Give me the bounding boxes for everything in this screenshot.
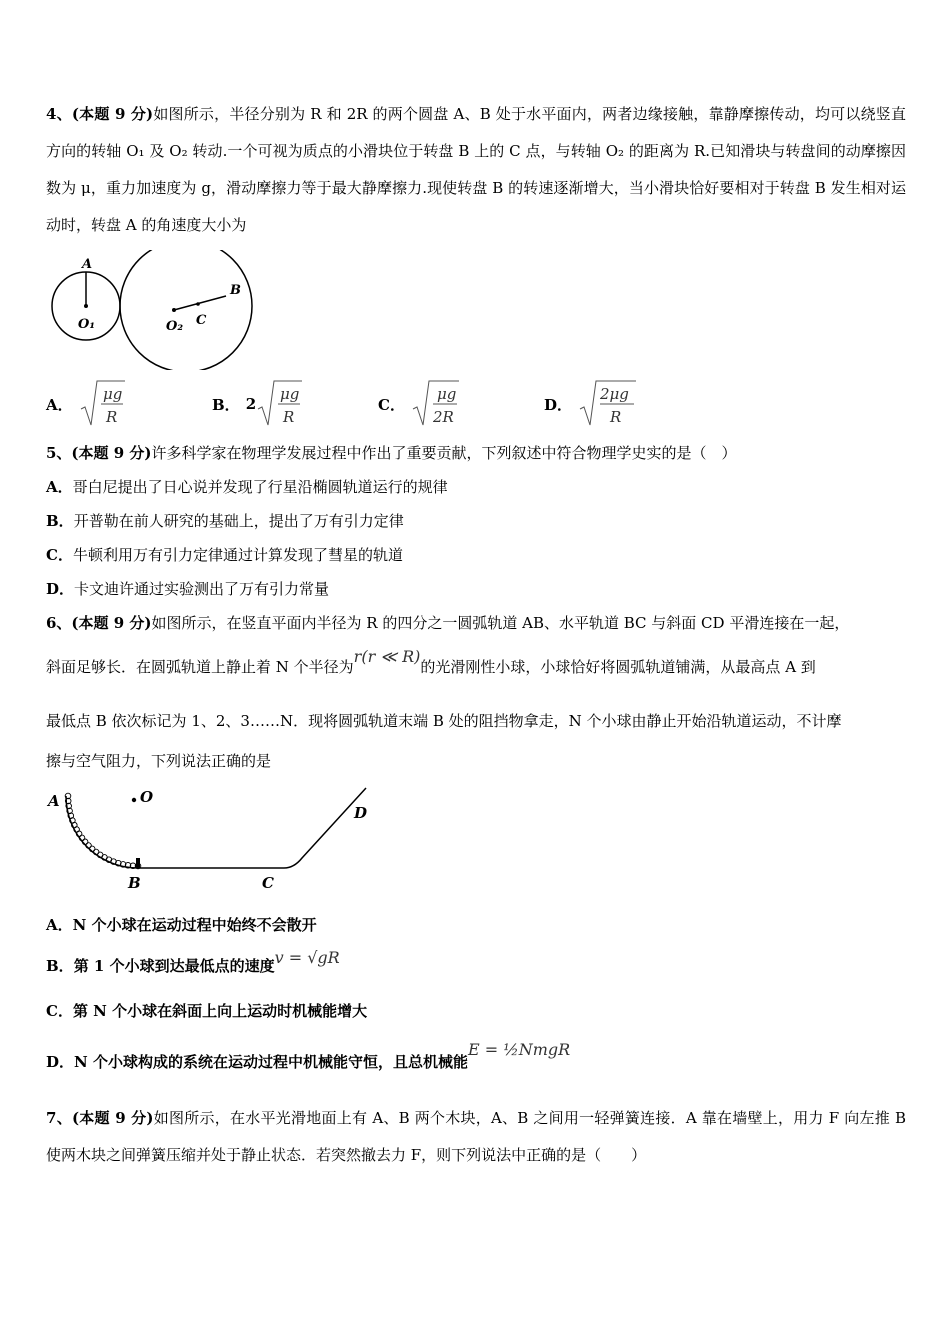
q4-option-a[interactable]: A． μg R [46, 379, 212, 429]
q5-option-b[interactable]: B．开普勒在前人研究的基础上，提出了万有引力定律 [46, 512, 404, 530]
svg-text:R: R [283, 408, 295, 426]
q6-option-b[interactable]: B．第 1 个小球到达最低点的速度v = √gR [46, 948, 340, 975]
sqrt-formula [411, 379, 461, 429]
question-5-text [46, 436, 906, 470]
svg-text:R: R [105, 408, 117, 426]
question-4-text [46, 96, 906, 244]
q6-figure-track [46, 784, 386, 896]
svg-text:R: R [610, 408, 622, 426]
svg-text:2R: 2R [432, 408, 454, 426]
ball-chain [65, 793, 141, 869]
svg-text:2μg: 2μg [600, 385, 629, 403]
svg-text:μg: μg [436, 385, 457, 403]
formula-e: E = ½NmgR [467, 1040, 571, 1059]
q6-option-a[interactable]: A．N 个小球在运动过程中始终不会散开 [46, 916, 317, 934]
question-7-body: 如图所示，在水平光滑地面上有 A、B 两个木块，A、B 之间用一轻弹簧连接．A 靠在墙壁上，用力 F 向左推 B 使两木块之间弹簧压缩并处于静止状态．若突然撤去力 F，则下列说法中正确的是（ ） [46, 1109, 906, 1164]
label-b: B [230, 283, 241, 298]
disk-b [120, 250, 252, 370]
question-6-line-1: 6、(本题 9 分)如图所示，在竖直平面内半径为 R 的四分之一圆弧轨道 AB、水平轨道 BC 与斜面 CD 平滑连接在一起， [46, 614, 850, 632]
label-a: A [82, 257, 93, 272]
svg-text:μg: μg [280, 385, 300, 403]
label-c: C [262, 874, 274, 892]
q5-option-d[interactable]: D．卡文迪许通过实验测出了万有引力常量 [46, 580, 330, 598]
question-7-text [46, 1100, 906, 1174]
sqrt-formula [256, 379, 302, 429]
question-4-body: 如图所示，半径分别为 R 和 2R 的两个圆盘 A、B 处于水平面内，两者边缘接触，靠静摩擦传动，均可以绕竖直方向的转轴 O₁ 及 O₂ 转动.一个可视为质点的小滑块位于转盘 B 上的 C 点，与转轴 O₂ 的距离为 R.已知滑块与转盘间的动摩擦因数为 μ，重力加速度为 g，滑动摩擦力等于最大静摩擦力.现使转盘 B 的转速逐渐增大，当小滑块恰好要相对于转盘 B 发生相对运动时，转盘 A 的角速度大小为 [46, 105, 906, 234]
question-7-head: 7、(本题 9 分) [46, 1109, 154, 1127]
label-a: A [48, 792, 60, 810]
q5-option-c[interactable]: C．牛顿利用万有引力定律通过计算发现了彗星的轨道 [46, 546, 403, 564]
label-o2: O₂ [166, 319, 184, 334]
document-page [46, 96, 906, 1174]
label-d: D [354, 804, 368, 822]
q4-figure-two-disks [46, 250, 306, 370]
question-5-body: 许多科学家在物理学发展过程中作出了重要贡献，下列叙述中符合物理学史实的是（ ） [151, 444, 737, 462]
inline-formula-r: r(r ≪ R) [353, 647, 421, 666]
question-6-line-4: 擦与空气阻力，下列说法正确的是 [46, 752, 272, 770]
question-4-options [46, 376, 906, 432]
label-o: O [140, 788, 154, 806]
q5-option-a[interactable]: A．哥白尼提出了日心说并发现了行星沿椭圆轨道运行的规律 [46, 478, 448, 496]
question-6-head: 6、(本题 9 分) [46, 614, 152, 632]
q6-option-c[interactable]: C．第 N 个小球在斜面上向上运动时机械能增大 [46, 1002, 368, 1020]
label-c: C [196, 313, 207, 328]
q4-option-b[interactable]: B． 2 μg R [212, 379, 378, 429]
q6-option-d[interactable]: D．N 个小球构成的系统在运动过程中机械能守恒，且总机械能E = ½NmgR [46, 1040, 571, 1071]
sqrt-formula [578, 379, 638, 429]
q4-option-d[interactable]: D． 2μg R [544, 379, 638, 429]
sqrt-formula [79, 379, 125, 429]
question-5-head: 5、(本题 9 分) [46, 444, 152, 462]
q4-option-c[interactable]: C． μg 2R [378, 379, 544, 429]
question-4-head: 4、(本题 9 分) [46, 105, 154, 123]
question-6-line-3: 最低点 B 依次标记为 1、2、3……N．现将圆弧轨道末端 B 处的阻挡物拿走，N 个小球由静止开始沿轨道运动，不计摩 [46, 712, 842, 730]
svg-text:μg: μg [102, 385, 122, 403]
question-6-line-2: 斜面足够长．在圆弧轨道上静止着 N 个半径为r(r ≪ R)的光滑刚性小球，小球恰好将圆弧轨道铺满，从最高点 A 到 [46, 647, 816, 676]
label-o1: O₁ [78, 317, 96, 332]
label-b: B [128, 874, 141, 892]
formula-v: v = √gR [274, 948, 340, 967]
